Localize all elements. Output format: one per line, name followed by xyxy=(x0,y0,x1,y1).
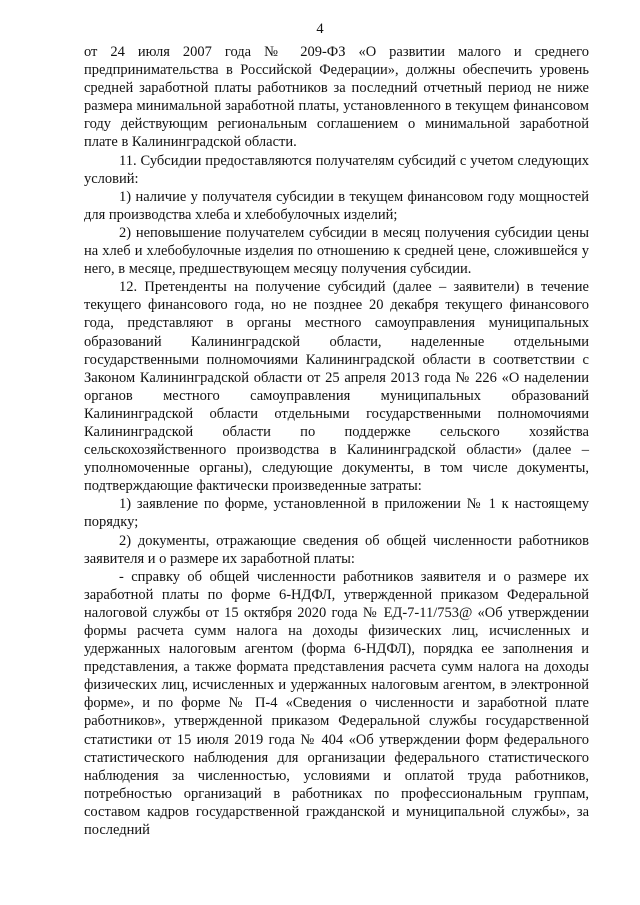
paragraph-continuation: от 24 июля 2007 года № 209-ФЗ «О развитии малого и среднего предпринимательства в Российской Федерации», должны обеспечить уровень средней заработной платы работников за последний отчетный период не ниже размера минимальной заработной платы, установленного в текущем финансовом году действующим региональным соглашением о минимальной заработной плате в Калининградской области. xyxy=(84,44,589,151)
paragraph-clause-11: 11. Субсидии предоставляются получателям субсидий с учетом следующих условий: xyxy=(84,152,589,187)
paragraph-clause-11-item-2: 2) неповышение получателем субсидии в месяц получения субсидии цены на хлеб и хлебобулочные изделия по отношению к средней цене, сложившейся у него, в месяце, предшествующем месяцу получения субсидии. xyxy=(84,224,589,278)
paragraph-clause-12-item-2-bullet: - справку об общей численности работников заявителя и о размере их заработной платы по форме 6-НДФЛ, утвержденной приказом Федеральной налоговой службы от 15 октября 2020 года № ЕД-7-11/753@ «Об утверждении формы расчета сумм налога на доходы физических лиц, исчисленных и удержанных налоговым агентом (форма 6-НДФЛ), порядка ее заполнения и представления, а также формата представления расчета сумм налога на доходы физических лиц, исчисленных и удержанных налоговым агентом, в электронной форме», и по форме № П-4 «Сведения о численности и заработной плате работников», утвержденной приказом Федеральной службы государственной статистики от 15 июля 2019 года № 404 «Об утверждении форм федерального статистического наблюдения для организации федерального статистического наблюдения за численностью, условиями и оплатой труда работников, потребностью организаций в работниках по профессиональным группам, составом кадров государственной гражданской и муниципальной службы», за последний xyxy=(84,568,589,839)
page-number: 4 xyxy=(316,21,324,37)
document-body xyxy=(84,43,589,839)
paragraph-clause-11-item-1: 1) наличие у получателя субсидии в текущем финансовом году мощностей для производства хлеба и хлебобулочных изделий; xyxy=(84,188,589,223)
paragraph-clause-12: 12. Претенденты на получение субсидий (далее – заявители) в течение текущего финансового года, но не позднее 20 декабря текущего финансового года, представляют в органы местного самоуправления муниципальных образований Калининградской области, наделенные отдельными государственными полномочиями Калининградской области в соответствии с Законом Калининградской области от 25 апреля 2013 года № 226 «О наделении органов местного самоуправления муниципальных образований Калининградской области отдельными государственными полномочиями Калининградской области по поддержке сельского хозяйства сельскохозяйственного производства в Калининградской области» (далее – уполномоченные органы), следующие документы, в том числе документы, подтверждающие фактически произведенные затраты: xyxy=(84,279,589,495)
paragraph-clause-12-item-1: 1) заявление по форме, установленной в приложении № 1 к настоящему порядку; xyxy=(84,496,589,531)
paragraph-clause-12-item-2: 2) документы, отражающие сведения об общей численности работников заявителя и о размере их заработной платы: xyxy=(84,532,589,567)
